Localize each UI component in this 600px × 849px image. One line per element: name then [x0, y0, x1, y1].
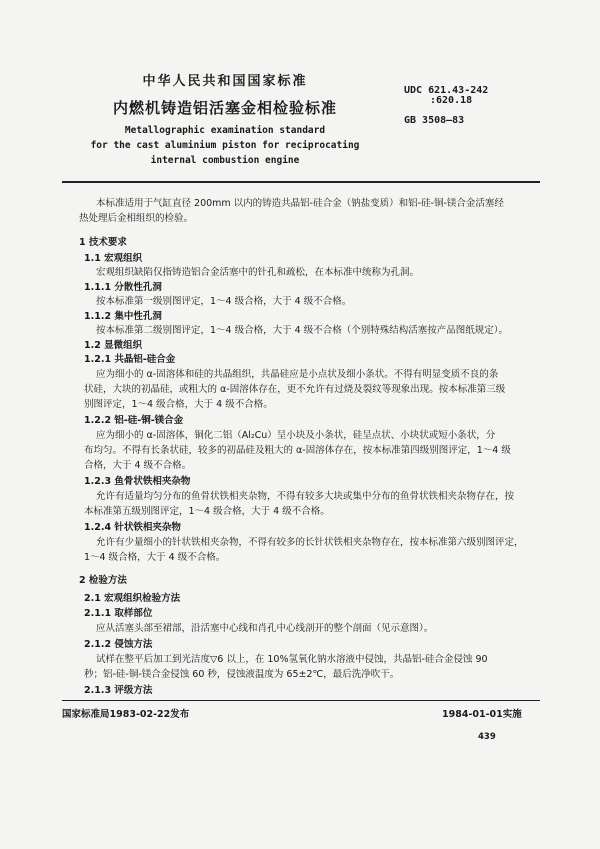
section-2-1-1-heading: 2.1.1 取样部位: [84, 608, 153, 619]
section-1-2-3-line1: 允许有适量均匀分布的鱼骨状铁相夹杂物，不得有较多大块或集中分布的鱼骨状铁相夹杂物存在，按: [96, 491, 515, 502]
page-number: 439: [478, 732, 496, 742]
intro-line2: 热处理后金相组织的检验。: [79, 213, 194, 224]
section-2-1-2-line1: 试样在整平后加工到光洁度▽6 以上，在 10%氢氧化钠水溶液中侵蚀，共晶铝-硅合金侵蚀 90: [96, 654, 488, 665]
section-1-2-4-line1: 允许有少量细小的针状铁相夹杂物，不得有较多的长针状铁相夹杂物存在，按本标准第六级别图评定，: [96, 537, 524, 548]
section-1-2-3-heading: 1.2.3 鱼骨状铁相夹杂物: [84, 476, 191, 487]
section-1-2-2-line3: 合格，大于 4 级不合格。: [84, 460, 192, 471]
section-1-2-heading: 1.2 显微组织: [84, 340, 143, 351]
section-1-2-4-line2: 1～4 级合格，大于 4 级不合格。: [84, 552, 226, 563]
document-title-en-line2: for the cast aluminium piston for reciprocating: [90, 140, 360, 151]
section-1-2-1-line1: 应为细小的 α-固溶体和硅的共晶组织，共晶硅应是小点状及细小条状。不得有明显变质不良的条: [96, 369, 499, 380]
footer-divider: [62, 700, 540, 701]
section-1-1-1-text: 按本标准第一级别图评定，1～4 级合格，大于 4 级不合格。: [96, 296, 352, 307]
section-2-1-2-heading: 2.1.2 侵蚀方法: [84, 639, 153, 650]
document-title-cn: 内燃机铸造铝活塞金相检验标准: [112, 99, 337, 117]
section-1-2-1-line3: 别图评定，1～4 级合格，大于 4 级不合格。: [84, 399, 273, 410]
gb-number: GB 3508—83: [404, 115, 465, 126]
intro-line1: 本标准适用于气缸直径 200mm 以内的铸造共晶铝-硅合金（钠盐变质）和铝-硅-铜-镁合金活塞经: [96, 198, 504, 209]
section-1-2-1-heading: 1.2.1 共晶铝-硅合金: [84, 354, 176, 365]
document-title-en-line1: Metallographic examination standard: [124, 125, 326, 136]
section-2-1-2-line2: 秒；铝-硅-铜-镁合金侵蚀 60 秒，侵蚀液温度为 65±2℃，最后洗净吹干。: [84, 669, 400, 680]
section-2-1-3-heading: 2.1.3 评级方法: [84, 685, 153, 696]
section-1-2-2-heading: 1.2.2 铝-硅-铜-镁合金: [84, 415, 184, 426]
section-1-2-1-line2: 状硅，大块的初晶硅，或粗大的 α-固溶体存在，更不允许有过烧及裂纹等现象出现。按本标准第三级: [84, 384, 506, 395]
header-divider: [62, 181, 540, 183]
section-1-2-3-line2: 本标准第五级别图评定，1～4 级合格，大于 4 级不合格。: [84, 506, 330, 517]
issue-date: 国家标准局1983-02-22发布: [62, 709, 190, 720]
document-title-en-line3: internal combustion engine: [150, 155, 300, 166]
effective-date: 1984-01-01实施: [442, 709, 522, 720]
section-1-2-2-line2: 布均匀。不得有长条状硅，较多的初晶硅及粗大的 α-固溶体存在，按本标准第四级别图评定，1～4 级: [84, 445, 511, 456]
section-1-heading: 1 技术要求: [79, 237, 127, 248]
section-1-2-2-line1: 应为细小的 α-固溶体，铜化二铝（Al₂Cu）呈小块及小条状，硅呈点状、小块状或短小条状，分: [96, 430, 496, 441]
udc-code: [404, 86, 488, 106]
udc-code-line1: UDC 621.43-242: [404, 85, 489, 96]
section-2-1-heading: 2.1 宏观组织检验方法: [84, 593, 181, 604]
section-1-1-text: 宏观组织缺陷仅指铸造铝合金活塞中的针孔和疏松，在本标准中统称为孔洞。: [96, 267, 420, 278]
section-2-heading: 2 检验方法: [79, 575, 127, 586]
section-1-1-1-heading: 1.1.1 分散性孔洞: [84, 282, 162, 293]
section-1-2-4-heading: 1.2.4 针状铁相夹杂物: [84, 522, 181, 533]
udc-code-line2: :620.18: [430, 95, 473, 106]
section-2-1-1-text: 应从活塞头部至裙部，沿活塞中心线和肖孔中心线剖开的整个剖面（见示意图）。: [96, 623, 434, 634]
section-1-1-heading: 1.1 宏观组织: [84, 253, 143, 264]
section-1-1-2-text: 按本标准第二级别图评定，1～4 级合格，大于 4 级不合格（个别特殊结构活塞按产品图纸规定）。: [96, 325, 508, 336]
national-standard-heading: 中华人民共和国国家标准: [142, 74, 308, 89]
section-1-1-2-heading: 1.1.2 集中性孔洞: [84, 311, 162, 322]
